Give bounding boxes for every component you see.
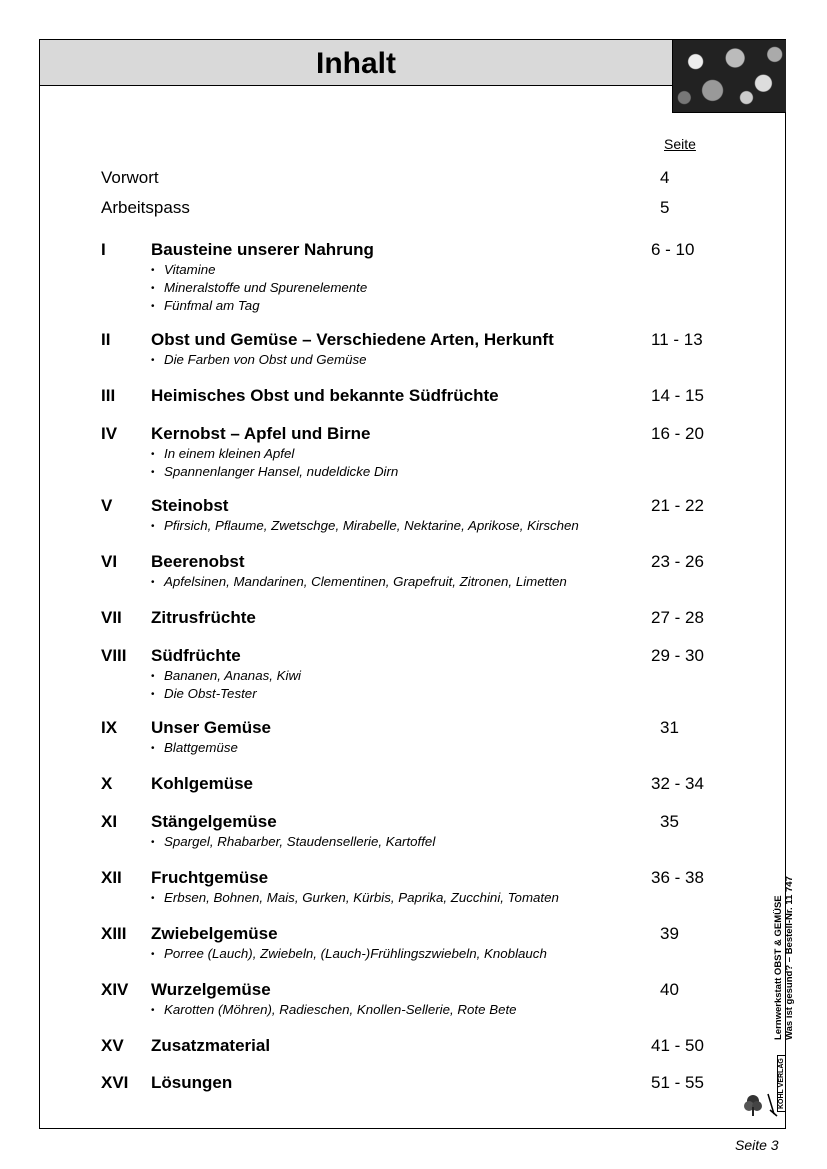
plain-entry-page: 4: [660, 168, 670, 187]
subtopic-text: Pfirsich, Pflaume, Zwetschge, Mirabelle, Nektarine, Aprikose, Kirschen: [164, 518, 579, 533]
chapter-title: Zusatzmaterial: [151, 1036, 271, 1055]
subtopic-item: [151, 1002, 517, 1020]
chapter-pages: 6 - 10: [651, 240, 695, 259]
subtopic-list: [151, 890, 559, 908]
chapter-pages: 51 - 55: [651, 1073, 704, 1092]
subtopic-list: [151, 574, 567, 592]
bullet-icon: •: [151, 521, 155, 532]
side-line-1: Lernwerkstatt OBST & GEMÜSE: [773, 895, 784, 1040]
chapter-pages: 32 - 34: [651, 774, 704, 793]
subtopic-list: [151, 518, 579, 536]
chapter-number: XII: [101, 868, 122, 887]
bullet-icon: •: [151, 743, 155, 754]
subtopic-text: Mineralstoffe und Spurenelemente: [164, 279, 368, 295]
bullet-icon: •: [151, 1005, 155, 1016]
chapter-pages: 41 - 50: [651, 1036, 704, 1055]
subtopic-text: Spannenlanger Hansel, nudeldicke Dirn: [164, 463, 399, 479]
chapter-number: V: [101, 496, 113, 515]
chapter-title: Südfrüchte: [151, 646, 241, 665]
subtopic-item: [151, 574, 567, 592]
bullet-icon: •: [151, 837, 155, 848]
plain-entry-page: 5: [660, 198, 670, 217]
subtopic-item: [151, 262, 367, 280]
subtopic-item: [151, 686, 301, 704]
chapter-title: Bausteine unserer Nahrung: [151, 240, 374, 259]
chapter-pages: 27 - 28: [651, 608, 704, 627]
subtopic-item: [151, 352, 367, 370]
chapter-pages: 21 - 22: [651, 496, 704, 515]
bullet-icon: •: [151, 671, 155, 682]
title-bar: [40, 40, 672, 86]
chapter-pages: 29 - 30: [651, 646, 704, 665]
chapter-number: VI: [101, 552, 118, 571]
subtopic-text: Blattgemüse: [164, 740, 238, 755]
subtopic-list: [151, 352, 367, 370]
page-title: Inhalt: [316, 47, 396, 80]
bullet-icon: •: [151, 949, 155, 960]
chapter-title: Kernobst – Apfel und Birne: [151, 424, 371, 443]
chapter-pages: 39: [660, 924, 679, 943]
chapter-number: VIII: [101, 646, 127, 665]
subtopic-item: [151, 668, 301, 686]
bullet-icon: •: [151, 577, 155, 588]
chapter-title: Stängelgemüse: [151, 812, 277, 831]
chapter-number: III: [101, 386, 116, 405]
bullet-icon: •: [151, 282, 155, 294]
subtopic-text: Fünfmal am Tag: [164, 297, 260, 313]
subtopic-list: [151, 668, 301, 704]
subtopic-list: [151, 834, 435, 852]
bullet-icon: •: [151, 449, 155, 460]
subtopic-item: [151, 946, 547, 964]
subtopic-item: [151, 518, 579, 536]
chapter-title: Kohlgemüse: [151, 774, 254, 793]
subtopic-item: [151, 298, 367, 316]
publisher-logo-text: KOHL VERLAG: [777, 1055, 786, 1112]
subtopic-list: [151, 262, 367, 315]
bullet-icon: •: [151, 688, 155, 700]
chapter-number: IV: [101, 424, 118, 443]
subtopic-text: Spargel, Rhabarber, Staudensellerie, Kartoffel: [164, 834, 436, 849]
subtopic-list: [151, 1002, 517, 1020]
fruit-vegetables-photo: [672, 40, 786, 113]
chapter-title: Wurzelgemüse: [151, 980, 271, 999]
subtopic-list: [151, 740, 238, 758]
chapter-number: XIII: [101, 924, 127, 943]
bullet-icon: •: [151, 893, 155, 904]
subtopic-text: Apfelsinen, Mandarinen, Clementinen, Grapefruit, Zitronen, Limetten: [164, 574, 567, 589]
chapter-title: Steinobst: [151, 496, 229, 515]
plain-entry-label: Arbeitspass: [101, 198, 190, 217]
bullet-icon: •: [151, 466, 155, 478]
page-number: Seite 3: [735, 1137, 779, 1153]
subtopic-list: [151, 446, 398, 482]
subtopic-item: [151, 890, 559, 908]
chapter-title: Heimisches Obst und bekannte Südfrüchte: [151, 386, 499, 405]
chapter-pages: 11 - 13: [651, 330, 703, 349]
side-series-info: [773, 876, 795, 1040]
subtopic-item: [151, 464, 398, 482]
plain-entry-label: Vorwort: [101, 168, 159, 187]
chapter-pages: 35: [660, 812, 679, 831]
subtopic-text: Porree (Lauch), Zwiebeln, (Lauch-)Frühlingszwiebeln, Knoblauch: [164, 946, 547, 961]
chapter-number: VII: [101, 608, 122, 627]
chapter-number: XI: [101, 812, 118, 831]
bullet-icon: •: [151, 355, 155, 366]
subtopic-item: [151, 446, 398, 464]
subtopic-text: Die Farben von Obst und Gemüse: [164, 352, 367, 367]
chapter-pages: 14 - 15: [651, 386, 704, 405]
subtopic-text: Die Obst-Tester: [164, 685, 257, 701]
chapter-pages: 31: [660, 718, 679, 737]
chapter-pages: 23 - 26: [651, 552, 704, 571]
chapter-title: Zwiebelgemüse: [151, 924, 278, 943]
side-line-2: Was ist gesund? – Bestell-Nr. 11 747: [784, 876, 795, 1040]
subtopic-text: In einem kleinen Apfel: [164, 446, 295, 461]
subtopic-text: Vitamine: [164, 262, 216, 277]
chapter-number: XIV: [101, 980, 129, 999]
chapter-number: IX: [101, 718, 118, 737]
subtopic-text: Bananen, Ananas, Kiwi: [164, 668, 302, 683]
subtopic-item: [151, 834, 435, 852]
chapter-title: Unser Gemüse: [151, 718, 271, 737]
subtopic-item: [151, 280, 367, 298]
chapter-number: I: [101, 240, 106, 259]
subtopic-text: Karotten (Möhren), Radieschen, Knollen-Sellerie, Rote Bete: [164, 1002, 517, 1017]
chapter-number: II: [101, 330, 111, 349]
subtopic-text: Erbsen, Bohnen, Mais, Gurken, Kürbis, Paprika, Zucchini, Tomaten: [164, 890, 559, 905]
chapter-title: Fruchtgemüse: [151, 868, 269, 887]
chapter-pages: 40: [660, 980, 679, 999]
chapter-title: Zitrusfrüchte: [151, 608, 256, 627]
chapter-pages: 16 - 20: [651, 424, 704, 443]
seite-column-header: Seite: [664, 136, 696, 152]
subtopic-list: [151, 946, 547, 964]
bullet-icon: •: [151, 300, 155, 312]
chapter-number: XV: [101, 1036, 124, 1055]
chapter-number: X: [101, 774, 113, 793]
chapter-number: XVI: [101, 1073, 129, 1092]
chapter-title: Obst und Gemüse – Verschiedene Arten, Herkunft: [151, 330, 554, 349]
chapter-pages: 36 - 38: [651, 868, 704, 887]
chapter-title: Beerenobst: [151, 552, 245, 571]
tree-logo-icon: [744, 1092, 778, 1118]
bullet-icon: •: [151, 265, 155, 276]
subtopic-item: [151, 740, 238, 758]
chapter-title: Lösungen: [151, 1073, 233, 1092]
